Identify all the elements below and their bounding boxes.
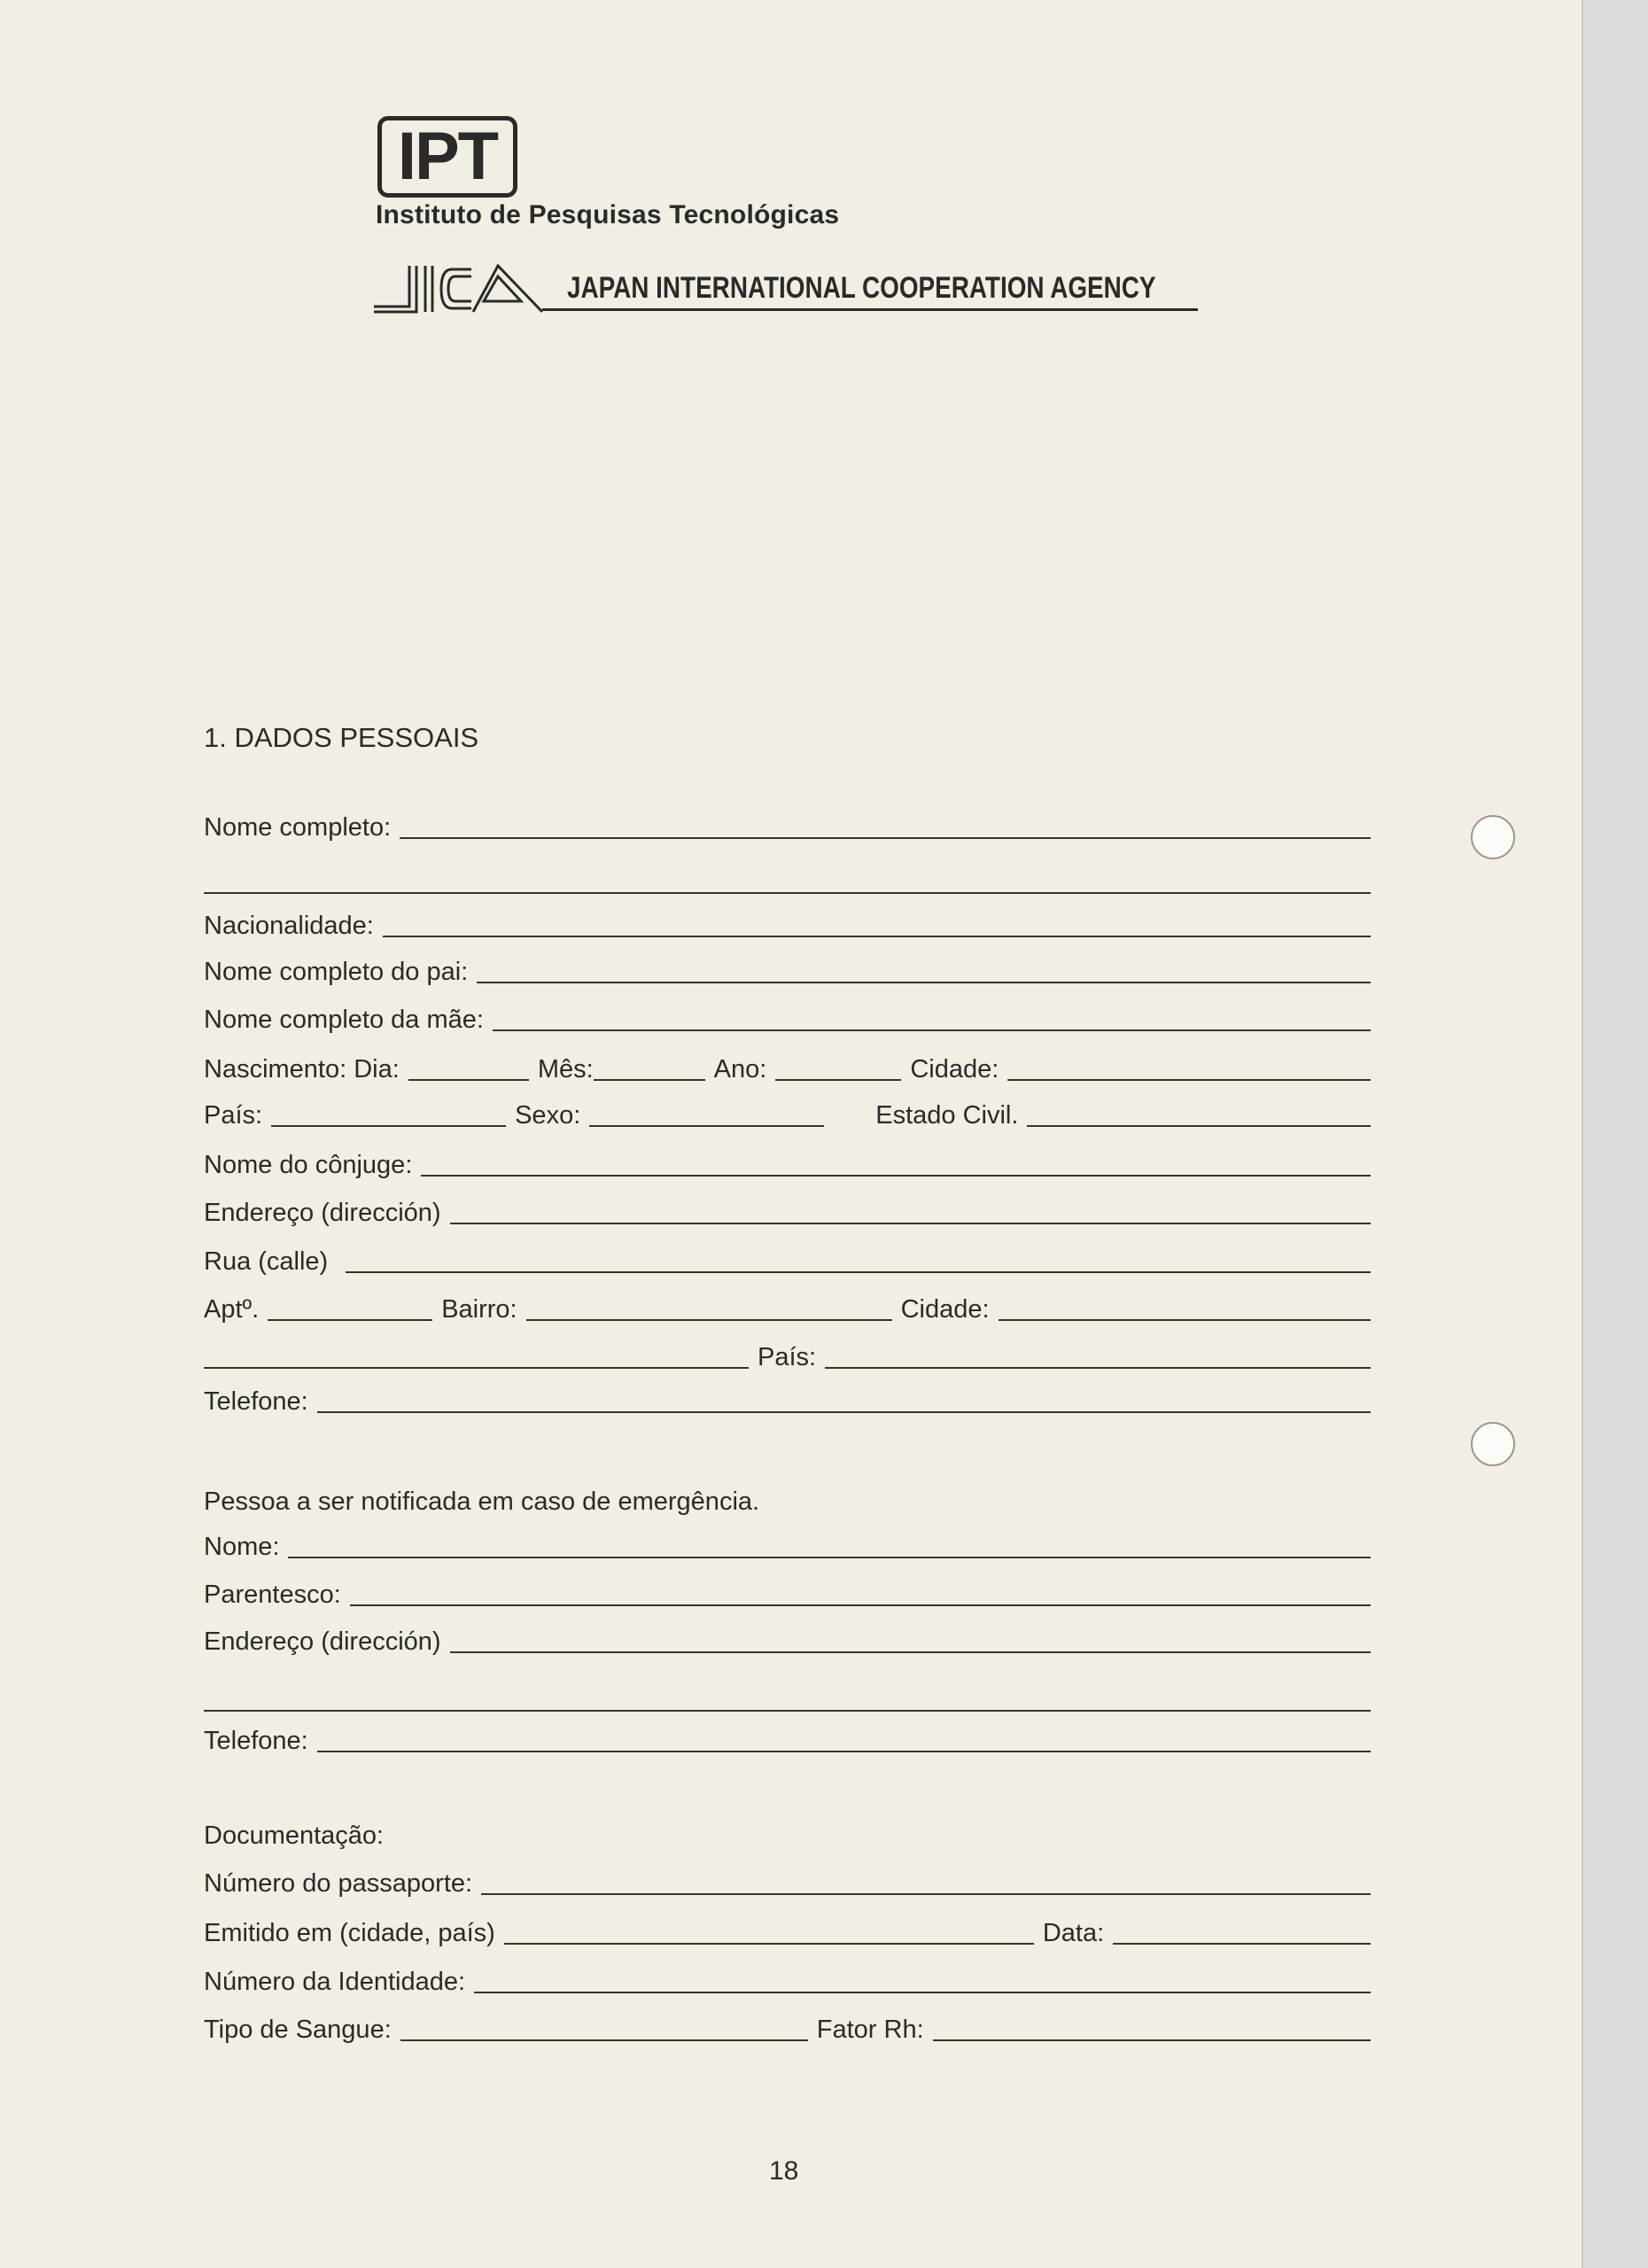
field-mother-name[interactable]: [204, 1003, 1371, 1035]
label: Número da Identidade:: [204, 1968, 466, 1996]
label: Cidade:: [910, 1055, 999, 1084]
country-input-line[interactable]: [825, 1367, 1371, 1369]
punch-hole: [1471, 815, 1515, 859]
field-full-name-cont[interactable]: [204, 866, 1371, 897]
label: País:: [204, 1101, 263, 1130]
label: Fator Rh:: [816, 2016, 924, 2044]
field-street[interactable]: [204, 1245, 1371, 1277]
field-apt-district-city[interactable]: [204, 1293, 1371, 1324]
input-line[interactable]: [204, 892, 1371, 894]
label: Sexo:: [515, 1101, 581, 1130]
jica-logo: [374, 262, 1198, 315]
year-input-line[interactable]: [775, 1079, 901, 1081]
field-emergency-name[interactable]: [204, 1530, 1371, 1562]
month-input-line[interactable]: [594, 1079, 705, 1081]
divider: [542, 308, 1198, 311]
field-country-sex-status[interactable]: [204, 1099, 1371, 1130]
section-title-personal: 1. DADOS PESSOAIS: [204, 722, 479, 753]
label: Nome completo:: [204, 813, 392, 842]
label: Nome completo da mãe:: [204, 1006, 484, 1034]
field-issued[interactable]: [204, 1916, 1371, 1948]
label: Nome do cônjuge:: [204, 1151, 413, 1179]
input-line[interactable]: [204, 1367, 749, 1369]
field-emergency-address-cont[interactable]: [204, 1683, 1371, 1715]
input-line[interactable]: [450, 1223, 1371, 1224]
field-spouse[interactable]: [204, 1148, 1371, 1180]
label: Emitido em (cidade, país): [204, 1919, 495, 1947]
rh-factor-input-line[interactable]: [933, 2039, 1371, 2041]
input-line[interactable]: [288, 1557, 1371, 1558]
input-line[interactable]: [383, 936, 1371, 937]
input-line[interactable]: [317, 1411, 1371, 1413]
input-line[interactable]: [400, 837, 1371, 839]
input-line[interactable]: [477, 982, 1371, 983]
page-number: 18: [769, 2156, 799, 2186]
input-line[interactable]: [474, 1992, 1371, 1993]
input-line[interactable]: [421, 1175, 1371, 1177]
label: Cidade:: [900, 1295, 990, 1324]
ipt-logo: [377, 116, 517, 198]
field-emergency-phone[interactable]: [204, 1724, 1371, 1756]
input-line[interactable]: [350, 1604, 1371, 1606]
input-line[interactable]: [317, 1751, 1371, 1752]
label: Telefone:: [204, 1727, 308, 1755]
institute-name: Instituto de Pesquisas Tecnológicas: [376, 200, 840, 229]
field-passport[interactable]: [204, 1867, 1371, 1899]
label: Nascimento: Dia:: [204, 1055, 400, 1084]
jica-logo-mark: [374, 262, 551, 315]
input-line[interactable]: [346, 1271, 1371, 1273]
label: Telefone:: [204, 1387, 308, 1416]
input-line[interactable]: [493, 1029, 1371, 1031]
label: Endereço (dirección): [204, 1199, 441, 1227]
label: Endereço (dirección): [204, 1627, 441, 1656]
district-input-line[interactable]: [526, 1319, 892, 1321]
label: Parentesco:: [204, 1581, 341, 1609]
label: Rua (calle): [204, 1247, 329, 1276]
blood-type-input-line[interactable]: [400, 2039, 808, 2041]
field-full-name[interactable]: [204, 811, 1371, 843]
country-input-line[interactable]: [271, 1125, 506, 1127]
label: Nome completo do pai:: [204, 958, 469, 986]
issued-input-line[interactable]: [504, 1943, 1034, 1945]
field-father-name[interactable]: [204, 955, 1371, 987]
punch-hole: [1471, 1422, 1515, 1466]
field-phone[interactable]: [204, 1385, 1371, 1417]
label: Nome:: [204, 1533, 280, 1561]
agency-name: JAPAN INTERNATIONAL COOPERATION AGENCY: [567, 271, 1156, 305]
label: Estado Civil.: [875, 1101, 1019, 1130]
field-id-number[interactable]: [204, 1965, 1371, 1997]
field-emergency-address[interactable]: [204, 1625, 1371, 1657]
field-relationship[interactable]: [204, 1578, 1371, 1610]
city-input-line[interactable]: [999, 1319, 1371, 1321]
sex-input-line[interactable]: [589, 1125, 824, 1127]
section-title-documentation: Documentação:: [204, 1821, 385, 1850]
section-title-emergency: Pessoa a ser notificada em caso de emergência.: [204, 1487, 760, 1516]
day-input-line[interactable]: [408, 1079, 529, 1081]
civil-status-input-line[interactable]: [1027, 1125, 1371, 1127]
label: Ano:: [713, 1055, 767, 1084]
documentation-title: [204, 1819, 1371, 1851]
label: Mês:: [537, 1055, 594, 1084]
label: Tipo de Sangue:: [204, 2016, 392, 2044]
city-input-line[interactable]: [1007, 1079, 1371, 1081]
label: Nacionalidade:: [204, 912, 374, 940]
field-address[interactable]: [204, 1196, 1371, 1228]
label: Aptº.: [204, 1295, 260, 1324]
input-line[interactable]: [204, 1710, 1371, 1712]
emergency-title: [204, 1485, 1371, 1517]
ipt-logo-text: IPT: [397, 119, 498, 194]
label: Número do passaporte:: [204, 1869, 473, 1898]
label: Bairro:: [441, 1295, 517, 1324]
date-input-line[interactable]: [1113, 1943, 1371, 1945]
page-edge: [1582, 0, 1648, 2268]
label: Data:: [1042, 1919, 1105, 1947]
field-birth[interactable]: [204, 1052, 1371, 1084]
field-country[interactable]: [204, 1340, 1371, 1372]
input-line[interactable]: [450, 1651, 1371, 1653]
input-line[interactable]: [481, 1893, 1371, 1895]
field-blood[interactable]: [204, 2013, 1371, 2045]
field-nationality[interactable]: [204, 909, 1371, 941]
label: País:: [758, 1343, 817, 1371]
apt-input-line[interactable]: [268, 1319, 432, 1321]
